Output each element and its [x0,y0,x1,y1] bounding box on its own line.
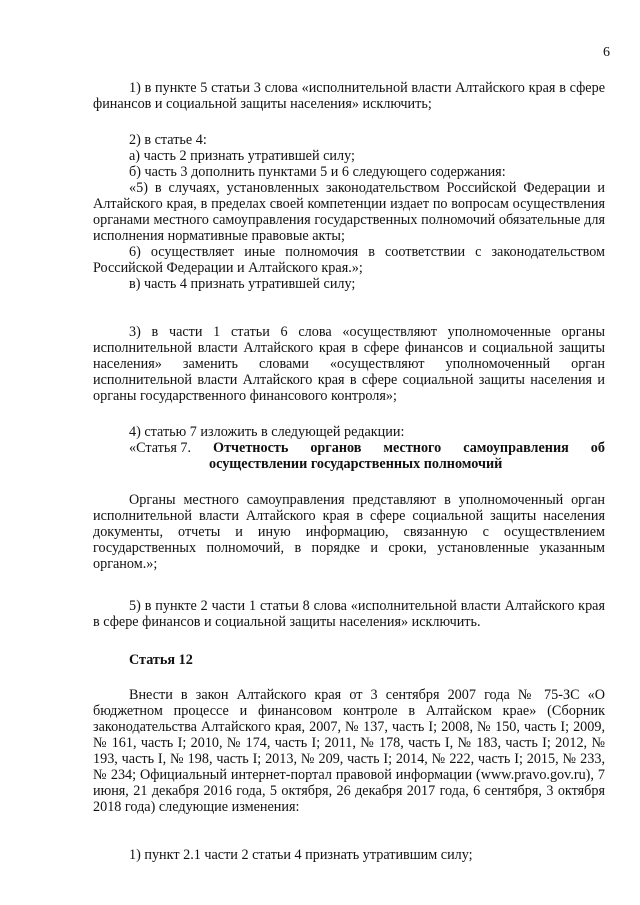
article-7-heading-line-2: осуществлении государственных полномочий [209,456,503,472]
para2-item-6: 6) осуществляет иные полномочия в соответствии с законодательством Российской Федерации и Алтайского края.»; [93,244,605,276]
article-7-heading-word: органов [310,440,362,456]
article-7-heading [93,440,605,456]
para2-item-v: в) часть 4 признать утратившей силу; [129,276,356,292]
article-12-title: Статья 12 [129,652,193,668]
article-12-item-1: 1) пункт 2.1 части 2 статьи 4 признать утратившим силу; [129,847,473,863]
article-7-heading-word: местного [383,440,442,456]
para2-line-3: б) часть 3 дополнить пунктами 5 и 6 следующего содержания: [129,164,506,180]
paragraph-5: 5) в пункте 2 части 1 статьи 8 слова «исполнительной власти Алтайского края в сфере финансов и социальной защиты населения» исключить. [93,598,605,630]
article-12-body: Внести в закон Алтайского края от 3 сентября 2007 года № 75-ЗС «О бюджетном процессе и финансовом контроле в Алтайском крае» (Сборник законодательства Алтайского края, 2007, № 137, часть I; 2008, № 150, часть I; 2009, № 161, часть I; 2010, № 174, часть I; 2011, № 178, часть I, № 183, часть I; 2012, № 193, часть I, № 198, часть I; 2013, № 209, часть I; 2014, № 222, часть I; 2015, № 233, № 234; Официальный интернет-портал правовой информации (www.pravo.gov.ru), 7 июня, 21 декабря 2016 года, 5 октября, 26 декабря 2017 года, 6 сентября, 3 октября 2018 года) следующие изменения: [93,687,605,815]
article-7-heading-prefix: «Статья 7. [129,440,192,456]
paragraph-2 [93,132,605,292]
para2-line-1: 2) в статье 4: [129,132,207,148]
article-7-heading-word: Отчетность [213,440,289,456]
para4-intro: 4) статью 7 изложить в следующей редакции: [129,424,405,440]
paragraph-3: 3) в части 1 статьи 6 слова «осуществляют уполномоченные органы исполнительной власти Алтайского края в сфере финансов и социальной защиты населения» заменить словами «осуществляют уполномоченный орган исполнительной власти Алтайского края в сфере социальной защиты населения и органы государственного финансового контроля»; [93,324,605,404]
paragraph-1: 1) в пункте 5 статьи 3 слова «исполнительной власти Алтайского края в сфере финансов и социальной защиты населения» исключить; [93,80,605,112]
article-7-heading-word: самоуправления [463,440,569,456]
article-7-heading-word: об [590,440,605,456]
page-number: 6 [603,45,610,60]
para2-line-2: а) часть 2 признать утратившей силу; [129,148,355,164]
para2-item-5: «5) в случаях, установленных законодательством Российской Федерации и Алтайского края, в пределах своей компетенции издает по вопросам осуществления органами местного самоуправления государственных полномочий обязательные для исполнения нормативные правовые акты; [93,180,605,244]
paragraph-4 [93,424,605,472]
paragraph-4-body: Органы местного самоуправления представляют в уполномоченный орган исполнительной власти Алтайского края в сфере социальной защиты населения документы, отчеты и иную информацию, связанную с осуществлением государственных полномочий, в порядке и сроки, установленные указанным органом.»; [93,492,605,572]
